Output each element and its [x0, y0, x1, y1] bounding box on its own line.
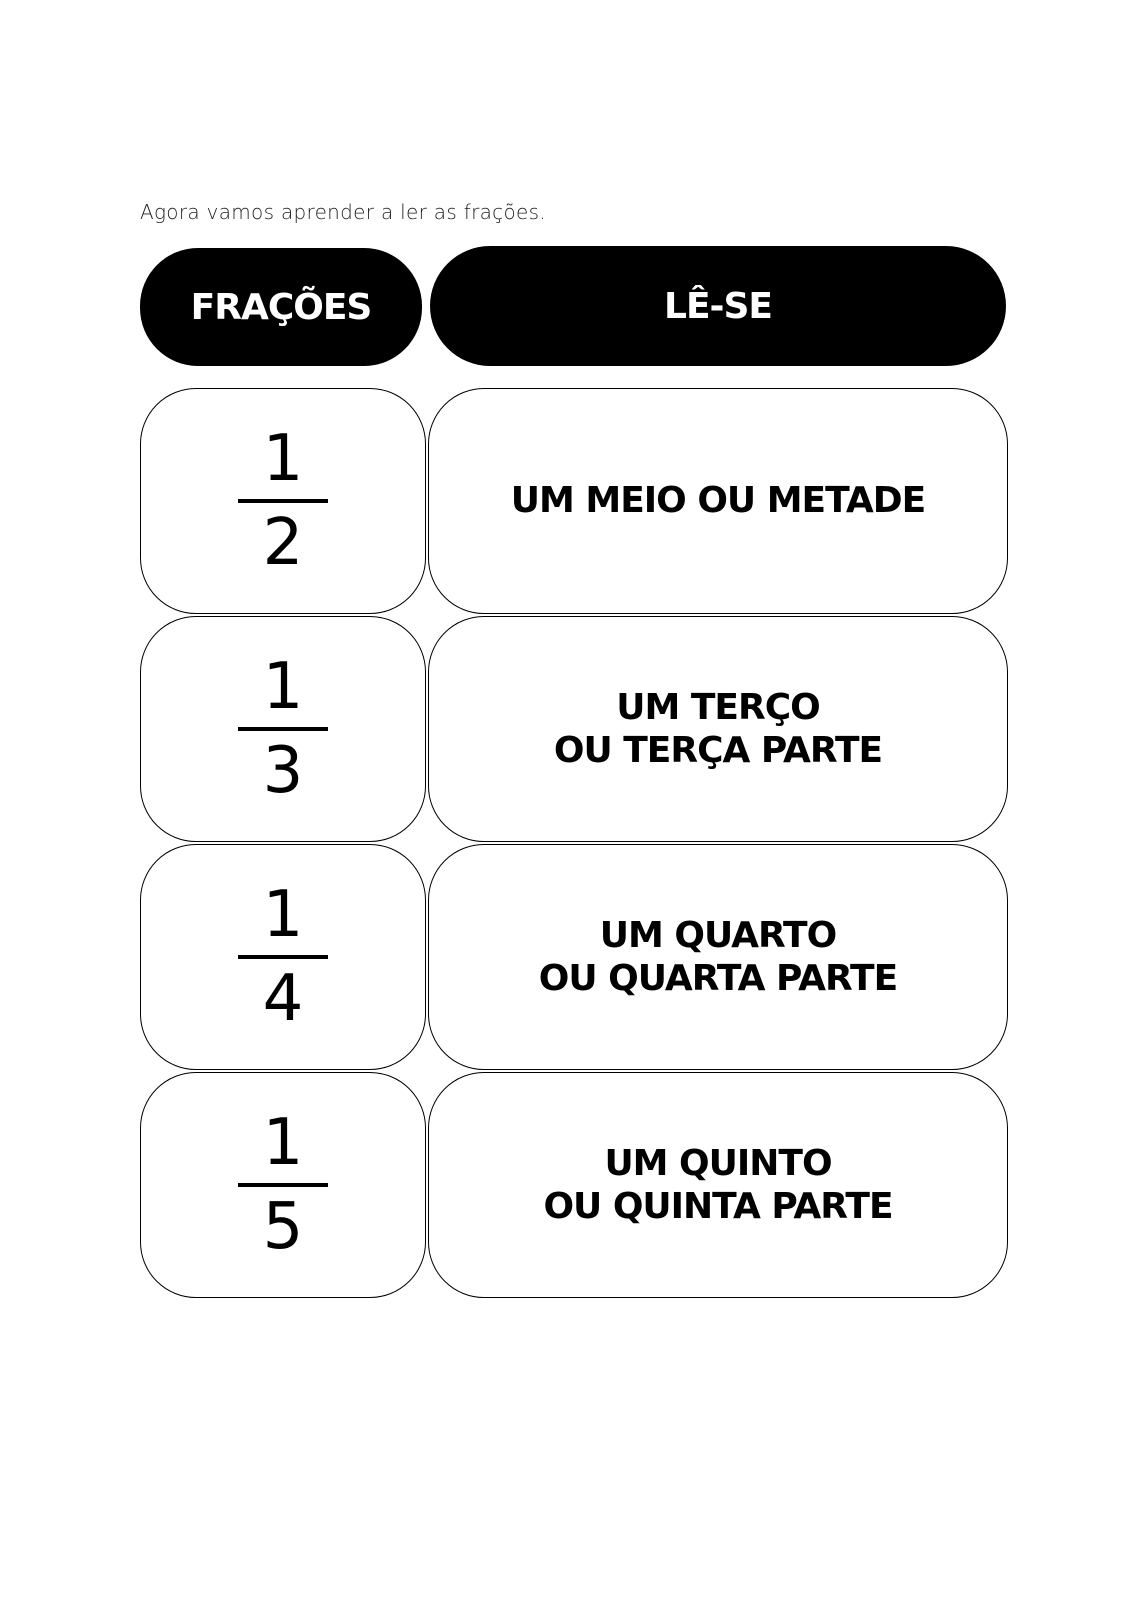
numerator: 1 [262, 650, 304, 724]
fraction-bar [238, 1183, 328, 1187]
reading-cell-1-2 [428, 388, 1008, 614]
fraction-1-2 [237, 422, 329, 580]
denominator: 5 [262, 1190, 304, 1264]
reading-cell-1-5 [428, 1072, 1008, 1298]
reading-cell-1-4 [428, 844, 1008, 1070]
denominator: 3 [262, 734, 304, 808]
reading-text: UM QUARTO OU QUARTA PARTE [538, 914, 898, 999]
reading-text: UM TERÇO OU TERÇA PARTE [553, 686, 883, 771]
fraction-1-4 [237, 878, 329, 1036]
numerator: 1 [262, 422, 304, 496]
fraction-cell-1-2 [140, 388, 426, 614]
denominator: 4 [262, 962, 304, 1036]
fraction-bar [238, 499, 328, 503]
fraction-cell-1-5 [140, 1072, 426, 1298]
denominator: 2 [262, 506, 304, 580]
reading-cell-1-3 [428, 616, 1008, 842]
header-fractions: FRAÇÕES [140, 248, 422, 366]
fraction-cell-1-3 [140, 616, 426, 842]
numerator: 1 [262, 878, 304, 952]
fraction-1-5 [237, 1106, 329, 1264]
fraction-bar [238, 955, 328, 959]
numerator: 1 [262, 1106, 304, 1180]
reading-text: UM MEIO OU METADE [510, 480, 926, 522]
intro-text: Agora vamos aprender a ler as frações. [140, 200, 546, 224]
fraction-bar [238, 727, 328, 731]
reading-text: UM QUINTO OU QUINTA PARTE [543, 1142, 893, 1227]
header-reading: LÊ-SE [430, 246, 1006, 366]
fraction-cell-1-4 [140, 844, 426, 1070]
fraction-1-3 [237, 650, 329, 808]
